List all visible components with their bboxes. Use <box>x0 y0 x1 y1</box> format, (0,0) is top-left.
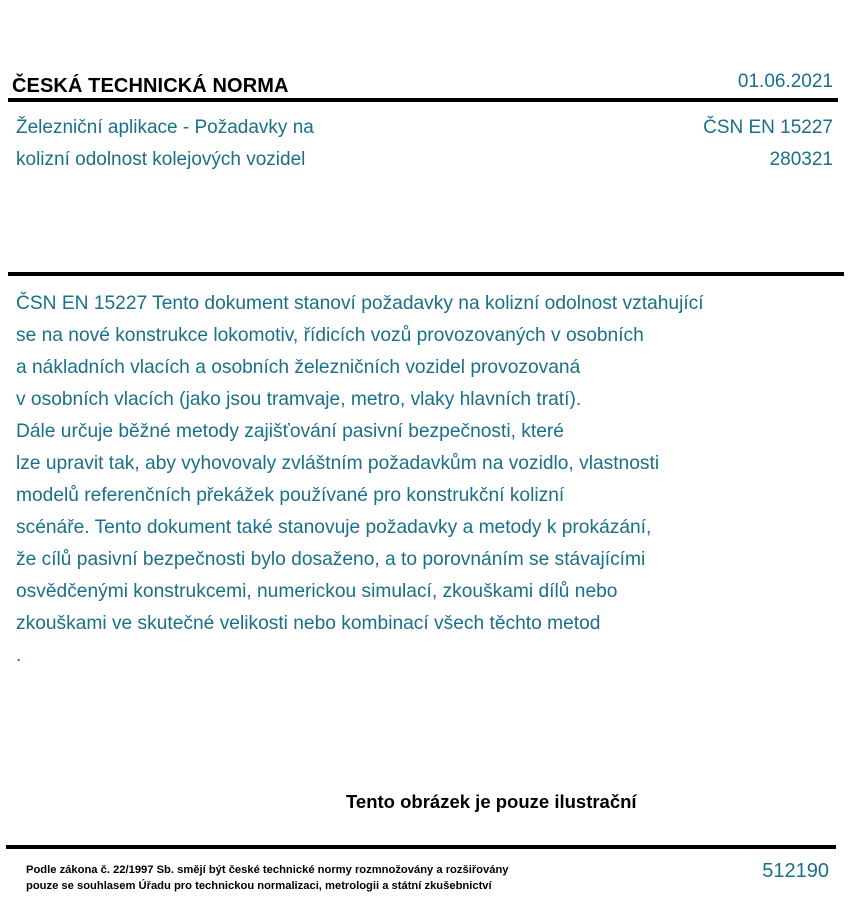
publication-date: 01.06.2021 <box>737 71 833 92</box>
norm-type-label: ČESKÁ TECHNICKÁ NORMA <box>12 75 289 97</box>
standard-title-line-2: kolizní odolnost kolejových vozidel <box>16 149 306 170</box>
legal-line: pouze se souhlasem Úřadu pro technickou normalizaci, metrologii a státní zkušebnictví <box>26 880 492 892</box>
abstract-line: lze upravit tak, aby vyhovovaly zvláštním požadavkům na vozidlo, vlastnosti <box>16 453 660 474</box>
illustration-notice: Tento obrázek je pouze ilustrační <box>346 791 637 812</box>
abstract-line: zkouškami ve skutečné velikosti nebo kombinací všech těchto metod <box>16 613 601 634</box>
abstract-line: v osobních vlacích (jako jsou tramvaje, metro, vlaky hlavních tratí). <box>16 389 582 410</box>
footer-rule <box>6 845 836 849</box>
title-rule <box>8 272 844 276</box>
legal-notice <box>26 862 509 894</box>
abstract-text <box>16 288 816 672</box>
standard-code: ČSN EN 15227 <box>703 117 833 138</box>
abstract-line: ČSN EN 15227 Tento dokument stanoví požadavky na kolizní odolnost vztahující <box>16 293 704 314</box>
abstract-line: modelů referenčních překážek používané pro konstrukční kolizní <box>16 485 565 506</box>
abstract-line: Dále určuje běžné metody zajišťování pasivní bezpečnosti, které <box>16 421 564 442</box>
standard-title-line-1: Železniční aplikace - Požadavky na <box>16 117 314 138</box>
legal-line: Podle zákona č. 22/1997 Sb. smějí být české technické normy rozmnožovány a rozšiřovány <box>26 864 509 876</box>
header-rule <box>8 98 838 102</box>
abstract-line: a nákladních vlacích a osobních železničních vozidel provozovaná <box>16 357 581 378</box>
abstract-line: se na nové konstrukce lokomotiv, řídicích vozů provozovaných v osobních <box>16 325 644 346</box>
abstract-line: osvědčenými konstrukcemi, numerickou simulací, zkouškami dílů nebo <box>16 581 618 602</box>
abstract-line: scénáře. Tento dokument také stanovuje požadavky a metody k prokázání, <box>16 517 652 538</box>
classification-number: 280321 <box>769 149 833 170</box>
document-number: 512190 <box>762 860 829 882</box>
abstract-line: že cílů pasivní bezpečnosti bylo dosaženo, a to porovnáním se stávajícími <box>16 549 646 570</box>
abstract-line: . <box>16 645 22 666</box>
